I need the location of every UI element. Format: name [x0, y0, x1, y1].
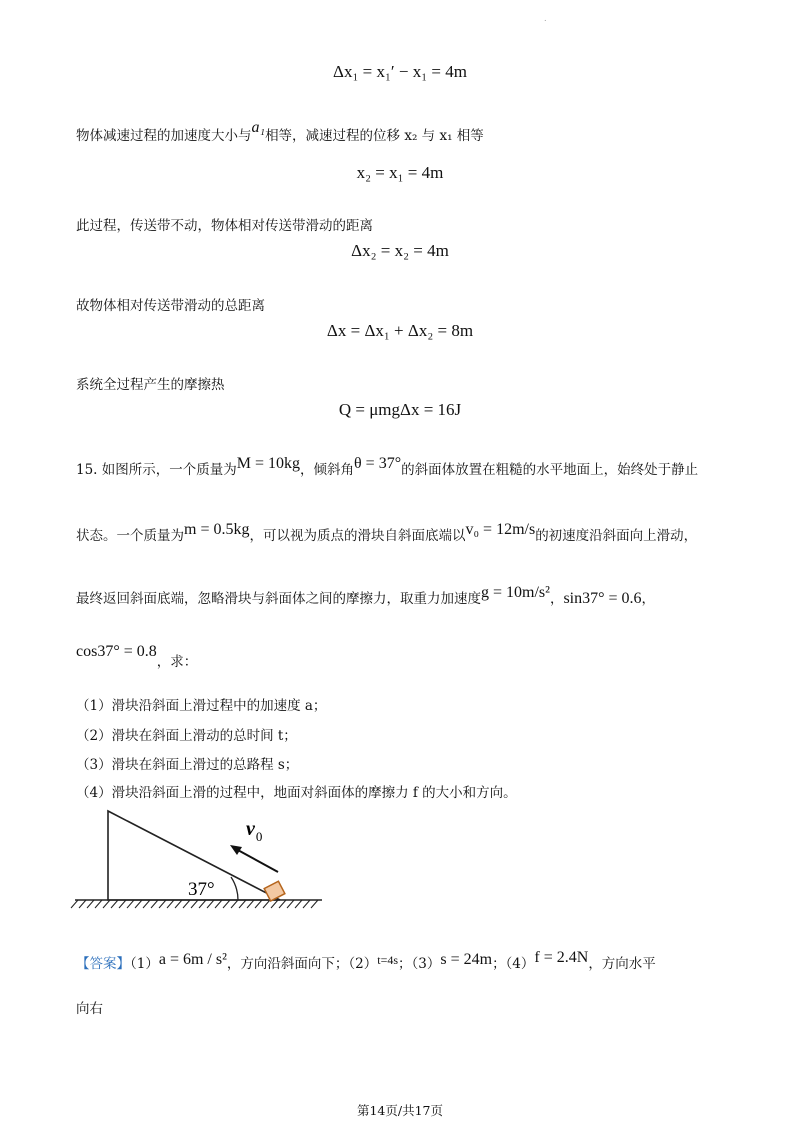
hatch-line [151, 900, 158, 908]
page-footer: 第14页/共17页 [356, 1103, 444, 1118]
hatch-line [263, 900, 270, 908]
hatch-line [303, 900, 310, 908]
scan-dot: . [544, 14, 547, 23]
angle-arc [231, 877, 238, 900]
hatch-line [231, 900, 238, 908]
hatch-line [279, 900, 286, 908]
problem-line-2 [76, 521, 698, 545]
hatch-line [175, 900, 182, 908]
math-answer-t: t=4s [377, 953, 399, 967]
question-2: （2）滑块在斜面上滑动的总时间 t； [76, 728, 297, 744]
answer-text: ，方向沿斜面向下；（2） [226, 956, 378, 972]
problem-text: ，求： [156, 654, 198, 670]
problem-text: ，可以视为质点的滑块自斜面底端以 [249, 528, 466, 544]
hatch-line [215, 900, 222, 908]
answer-line-1 [76, 949, 656, 973]
hatch-line [191, 900, 198, 908]
problem-text: 15. 如图所示，一个质量为 [76, 462, 237, 478]
problem-text: 的斜面体放置在粗糙的水平地面上，始终处于静止 [401, 462, 699, 478]
text-line-4: 系统全过程产生的摩擦热 [76, 377, 225, 393]
symbol-a1: a₁ [251, 119, 266, 136]
hatch-line [247, 900, 254, 908]
question-4: （4）滑块沿斜面上滑的过程中，地面对斜面体的摩擦力 f 的大小和方向。 [76, 785, 517, 801]
problem-text: ， [549, 591, 564, 607]
hatch-line [271, 900, 278, 908]
equation-3: Δx₂ = x₂ = 4m [351, 241, 449, 260]
problem-text: 的初速度沿斜面向上滑动， [535, 528, 698, 544]
math-cos: cos37° = 0.8 [76, 643, 157, 660]
text-line-1 [76, 119, 484, 145]
text-line-1-pre: 物体减速过程的加速度大小与 [76, 128, 252, 144]
problem-text: 最终返回斜面底端，忽略滑块与斜面体之间的摩擦力，取重力加速度 [76, 591, 481, 607]
answer-text: ，方向水平 [588, 956, 656, 972]
hatch-line [295, 900, 302, 908]
equation-4: Δx = Δx₁ + Δx₂ = 8m [326, 321, 474, 340]
hatch-line [111, 900, 118, 908]
math-angle: θ = 37° [354, 455, 402, 472]
velocity-arrow [230, 845, 278, 872]
answer-line-2: 向右 [76, 1001, 103, 1017]
hatch-line [199, 900, 206, 908]
block-rect [264, 881, 285, 901]
equation-5: Q = μmgΔx = 16J [338, 400, 462, 419]
problem-text: ，倾斜角 [300, 462, 355, 478]
text-line-1-post: 相等，减速过程的位移 x₂ 与 x₁ 相等 [265, 128, 484, 144]
math-initial-velocity: v₀ = 12m/s [465, 521, 536, 538]
question-3: （3）滑块在斜面上滑过的总路程 s； [76, 757, 299, 773]
hatch-line [87, 900, 94, 908]
hatch-line [183, 900, 190, 908]
text-line-3: 故物体相对传送带滑动的总距离 [76, 298, 265, 314]
hatch-line [119, 900, 126, 908]
math-mass-m: m = 0.5kg [184, 521, 250, 538]
hatch-line [71, 900, 78, 908]
hatch-line [255, 900, 262, 908]
equation-1: Δx₁ = x₁′ − x₁ = 4m [333, 62, 467, 81]
velocity-label: $v_0$ [246, 818, 263, 844]
answer-text: ；（4） [492, 956, 535, 972]
math-answer-s: s = 24m [440, 951, 493, 968]
hatch-line [223, 900, 230, 908]
problem-line-3 [76, 584, 656, 608]
math-gravity: g = 10m/s² [481, 584, 550, 601]
hatch-line [159, 900, 166, 908]
incline-figure [70, 805, 330, 915]
hatch-line [103, 900, 110, 908]
problem-text: ， [641, 591, 656, 607]
math-sin: sin37° = 0.6 [563, 590, 642, 607]
angle-label: 37° [188, 879, 215, 900]
hatch-line [311, 900, 318, 908]
equation-2: x₂ = x₁ = 4m [356, 163, 444, 182]
text-line-2: 此过程，传送带不动，物体相对传送带滑动的距离 [76, 218, 373, 234]
hatch-line [287, 900, 294, 908]
ground-hatching [71, 900, 322, 908]
problem-line-4 [76, 640, 198, 670]
hatch-line [143, 900, 150, 908]
problem-text: 状态。一个质量为 [76, 528, 184, 544]
hatch-line [207, 900, 214, 908]
question-1: （1）滑块沿斜面上滑过程中的加速度 a； [76, 698, 327, 714]
problem-line-1 [76, 455, 699, 479]
math-answer-a: a = 6m / s² [158, 951, 227, 968]
math-answer-f: f = 2.4N [534, 949, 589, 966]
answer-text: ；（3） [398, 956, 441, 972]
answer-text: （1） [130, 956, 159, 972]
hatch-line [95, 900, 102, 908]
hatch-line [135, 900, 142, 908]
hatch-line [239, 900, 246, 908]
hatch-line [167, 900, 174, 908]
hatch-line [127, 900, 134, 908]
slider-block [264, 881, 285, 901]
math-mass-M: M = 10kg [236, 455, 301, 472]
hatch-line [79, 900, 86, 908]
answer-tag: 【答案】 [76, 956, 130, 972]
